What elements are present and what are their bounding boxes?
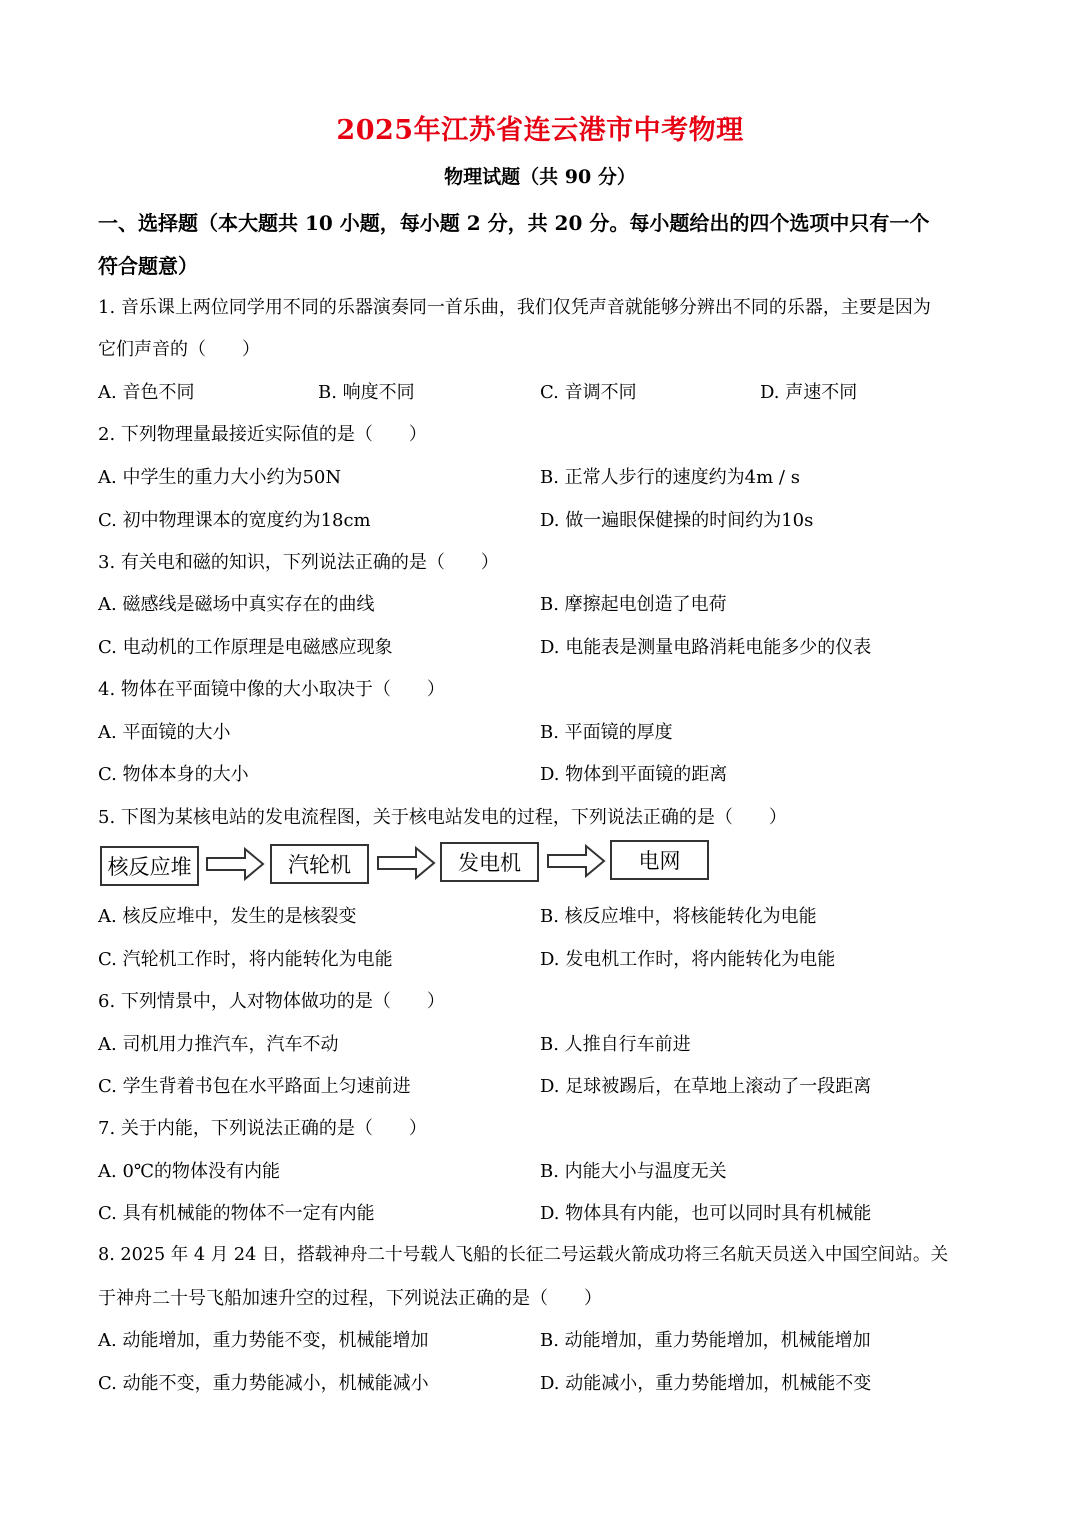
exam-title: 2025年江苏省连云港市中考物理 bbox=[336, 115, 744, 146]
q6-option-b: B. 人推自行车前进 bbox=[540, 1034, 691, 1055]
q8-stem-line1: 8. 2025 年 4 月 24 日，搭载神舟二十号载人飞船的长征二号运载火箭成功将三名航天员送入中国空间站。关 bbox=[98, 1245, 949, 1265]
q6-option-d: D. 足球被踢后，在草地上滚动了一段距离 bbox=[540, 1076, 872, 1097]
q3-option-d: D. 电能表是测量电路消耗电能多少的仪表 bbox=[540, 637, 872, 658]
flow-arrow-3 bbox=[546, 843, 606, 879]
section-heading-line2: 符合题意） bbox=[98, 254, 198, 278]
q4-option-c: C. 物体本身的大小 bbox=[98, 764, 249, 785]
q5-stem: 5. 下图为某核电站的发电流程图，关于核电站发电的过程，下列说法正确的是（ ） bbox=[98, 807, 787, 828]
q2-stem: 2. 下列物理量最接近实际值的是（ ） bbox=[98, 424, 427, 445]
q4-option-d: D. 物体到平面镜的距离 bbox=[540, 764, 728, 785]
q8-option-a: A. 动能增加，重力势能不变，机械能增加 bbox=[98, 1330, 429, 1351]
q4-stem: 4. 物体在平面镜中像的大小取决于（ ） bbox=[98, 679, 445, 700]
q4-option-a: A. 平面镜的大小 bbox=[98, 722, 231, 743]
q1-stem-line2: 它们声音的（ ） bbox=[98, 339, 260, 360]
q8-option-c: C. 动能不变，重力势能减小，机械能减小 bbox=[98, 1373, 429, 1394]
q1-option-c: C. 音调不同 bbox=[540, 382, 637, 403]
q2-option-a: A. 中学生的重力大小约为50N bbox=[98, 467, 342, 488]
q4-option-b: B. 平面镜的厚度 bbox=[540, 722, 673, 743]
flow-box-turbine: 汽轮机 bbox=[270, 844, 369, 884]
q1-option-a: A. 音色不同 bbox=[98, 382, 195, 403]
q2-option-c: C. 初中物理课本的宽度约为18cm bbox=[98, 510, 371, 531]
q6-option-c: C. 学生背着书包在水平路面上匀速前进 bbox=[98, 1076, 411, 1097]
q8-option-b: B. 动能增加，重力势能增加，机械能增加 bbox=[540, 1330, 871, 1351]
q1-stem-line1: 1. 音乐课上两位同学用不同的乐器演奏同一首乐曲，我们仅凭声音就能够分辨出不同的乐器，主要是因为 bbox=[98, 297, 931, 318]
section-heading-line1: 一、选择题（本大题共 10 小题，每小题 2 分，共 20 分。每小题给出的四个选项中只有一个 bbox=[98, 211, 930, 235]
q8-stem-line2: 于神舟二十号飞船加速升空的过程，下列说法正确的是（ ） bbox=[98, 1288, 602, 1309]
q3-stem: 3. 有关电和磁的知识，下列说法正确的是（ ） bbox=[98, 552, 499, 573]
q2-option-b: B. 正常人步行的速度约为4m / s bbox=[540, 467, 800, 488]
flow-box-grid: 电网 bbox=[610, 840, 709, 880]
q2-option-d: D. 做一遍眼保健操的时间约为10s bbox=[540, 510, 814, 531]
q3-option-a: A. 磁感线是磁场中真实存在的曲线 bbox=[98, 594, 375, 615]
q5-option-a: A. 核反应堆中，发生的是核裂变 bbox=[98, 906, 357, 927]
q3-option-b: B. 摩擦起电创造了电荷 bbox=[540, 594, 727, 615]
q7-option-b: B. 内能大小与温度无关 bbox=[540, 1161, 727, 1182]
q3-option-c: C. 电动机的工作原理是电磁感应现象 bbox=[98, 637, 393, 658]
flow-box-reactor: 核反应堆 bbox=[100, 846, 199, 886]
q6-stem: 6. 下列情景中，人对物体做功的是（ ） bbox=[98, 991, 445, 1012]
q7-option-c: C. 具有机械能的物体不一定有内能 bbox=[98, 1203, 375, 1224]
q5-option-b: B. 核反应堆中，将核能转化为电能 bbox=[540, 906, 817, 927]
q7-option-d: D. 物体具有内能，也可以同时具有机械能 bbox=[540, 1203, 872, 1224]
q7-stem: 7. 关于内能，下列说法正确的是（ ） bbox=[98, 1118, 427, 1139]
flow-arrow-1 bbox=[205, 846, 265, 882]
q7-option-a: A. 0℃的物体没有内能 bbox=[98, 1161, 281, 1182]
q8-option-d: D. 动能减小，重力势能增加，机械能不变 bbox=[540, 1373, 872, 1394]
q1-option-d: D. 声速不同 bbox=[760, 382, 858, 403]
q1-option-b: B. 响度不同 bbox=[318, 382, 415, 403]
q6-option-a: A. 司机用力推汽车，汽车不动 bbox=[98, 1034, 339, 1055]
flow-box-generator: 发电机 bbox=[440, 842, 539, 882]
q5-option-d: D. 发电机工作时，将内能转化为电能 bbox=[540, 949, 836, 970]
q5-option-c: C. 汽轮机工作时，将内能转化为电能 bbox=[98, 949, 393, 970]
flow-arrow-2 bbox=[376, 845, 436, 881]
exam-subtitle: 物理试题（共 90 分） bbox=[444, 166, 636, 188]
